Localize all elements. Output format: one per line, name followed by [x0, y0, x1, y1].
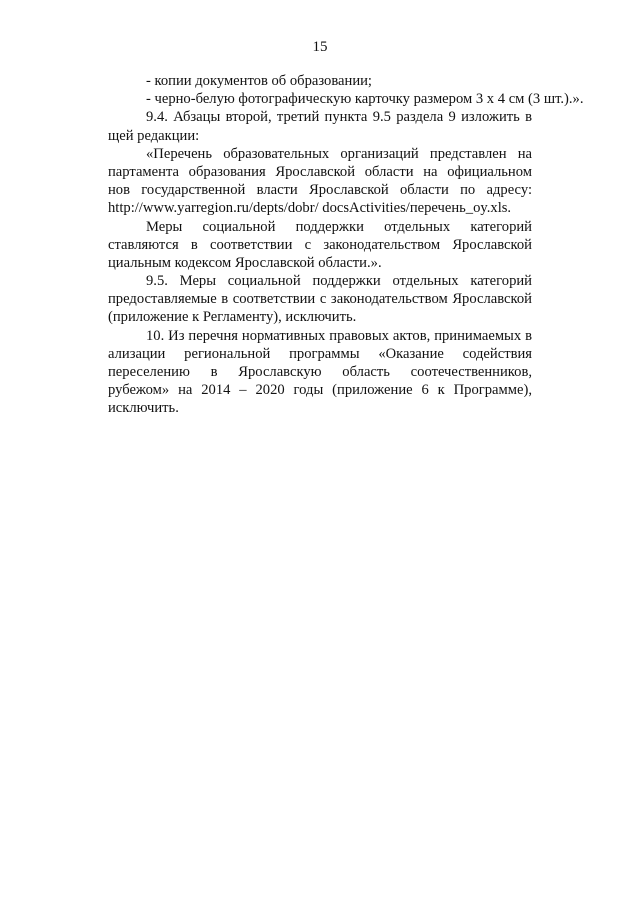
text-line-department: партамента образования Ярославской области на официальном	[108, 163, 532, 180]
text-line-diploma-copies: - копии документов об образовании;	[146, 73, 372, 89]
text-line-item-9-5-end: (приложение к Регламенту), исключить.	[108, 309, 357, 326]
text-line-item-9-5: 9.5. Меры социальной поддержки отдельных категорий	[146, 273, 532, 290]
text-line-item-9-5-cont: предоставляемые в соответствии с законодательством Ярославской	[108, 291, 532, 308]
text-line-legislation: ставляются в соответствии с законодательством Ярославской	[108, 236, 532, 253]
text-line-compatriots: переселению в Ярославскую область соотечественников,	[108, 364, 532, 380]
text-line-list-organizations: «Перечень образовательных организаций представлен на	[146, 145, 532, 162]
text-line-program-title: ализации региональной программы «Оказание содействия	[108, 345, 532, 362]
document-body	[108, 72, 584, 418]
text-line-years: рубежом» на 2014 – 2020 годы (приложение 6 к Программе),	[108, 382, 532, 399]
page-number: 15	[312, 39, 328, 55]
text-line-social-code: циальным кодексом Ярославской области.».	[108, 254, 382, 271]
text-line-exclude: исключить.	[108, 400, 179, 417]
text-line-state-authorities: нов государственной власти Ярославской области по адресу:	[108, 182, 532, 199]
text-line-social-support: Меры социальной поддержки отдельных категорий	[146, 218, 532, 235]
text-line-item-9-4: 9.4. Абзацы второй, третий пункта 9.5 раздела 9 изложить в	[146, 109, 532, 126]
text-line-photo-card: - черно-белую фотографическую карточку размером 3 х 4 см (3 шт.).».	[146, 91, 584, 108]
text-line-item-9-4-cont: щей редакции:	[108, 127, 200, 144]
text-line-url: http://www.yarregion.ru/depts/dobr/ docsActivities/перечень_oy.xls.	[108, 200, 512, 217]
text-line-item-10: 10. Из перечня нормативных правовых актов, принимаемых в	[146, 327, 532, 344]
